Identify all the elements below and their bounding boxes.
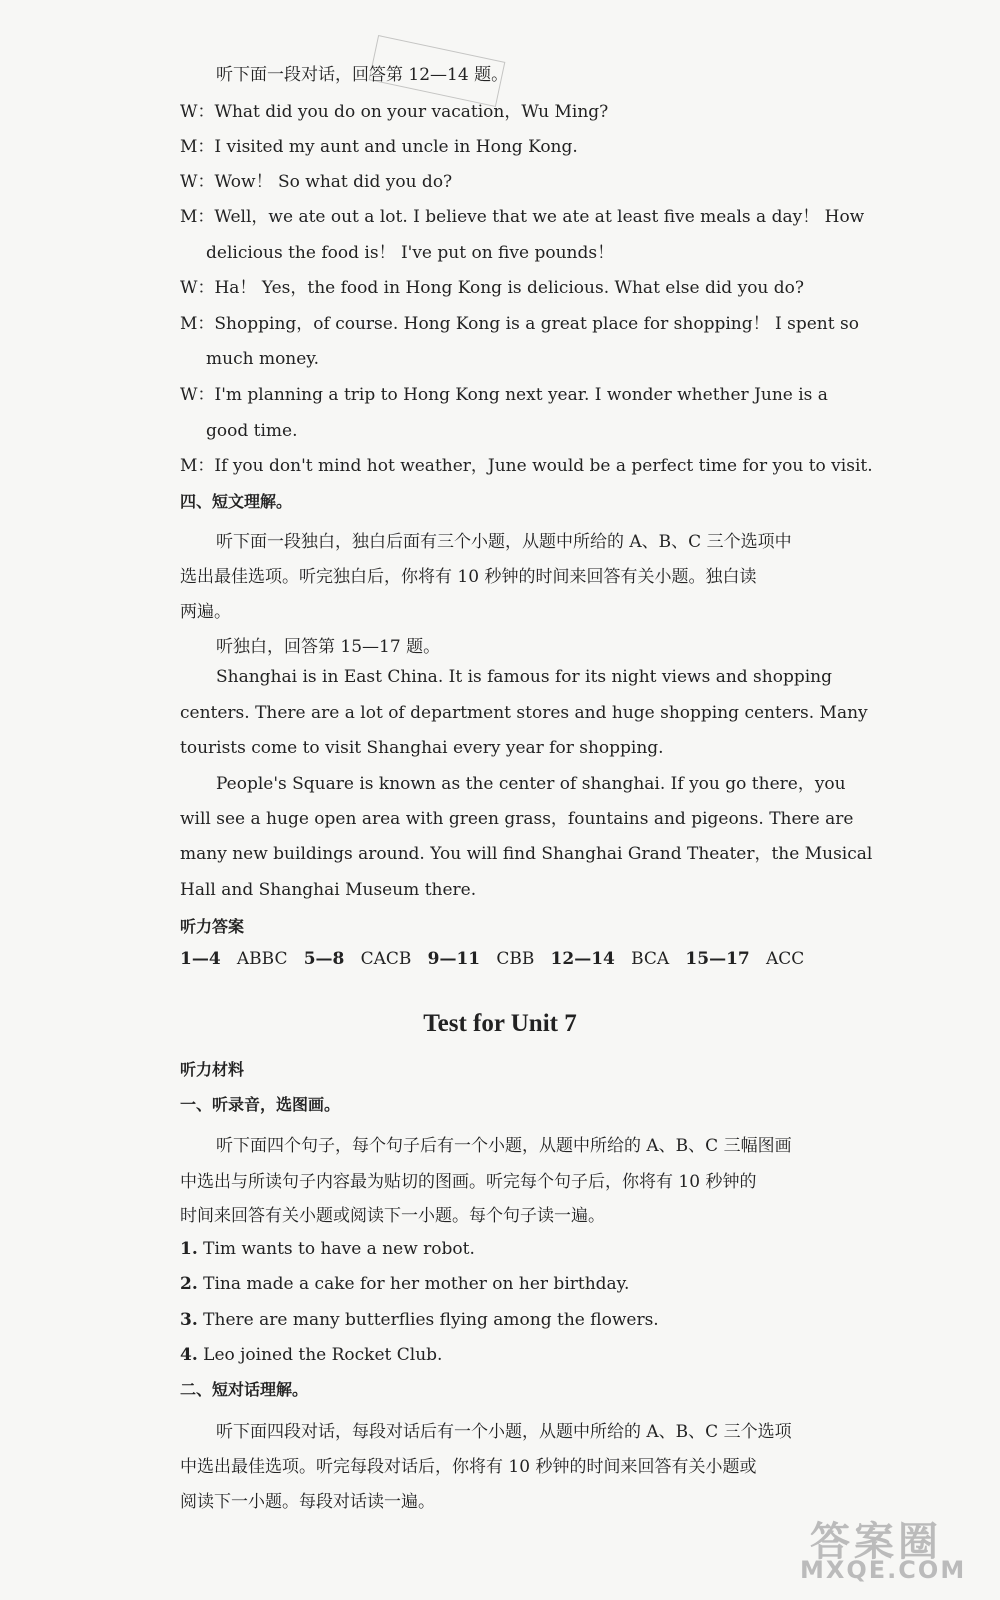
instruction-line: 时间来回答有关小题或阅读下一小题。每个句子读一遍。 (180, 1206, 605, 1226)
sentence-text: Tim wants to have a new robot. (197, 1239, 475, 1259)
section-heading: 四、短文理解。 (180, 492, 293, 511)
answer-value: CACB (360, 949, 412, 969)
instruction-line: 两遍。 (180, 602, 231, 622)
monologue-intro: 听独白，回答第 15—17 题。 (216, 637, 441, 657)
dialogue-intro: 听下面一段对话，回答第 12—14 题。 (216, 65, 509, 85)
answer-range: 9—11 (427, 949, 481, 969)
answer-range: 1—4 (180, 949, 221, 969)
paragraph-line: Shanghai is in East China. It is famous for its night views and shopping (216, 667, 833, 687)
sentence-item (180, 1238, 830, 1260)
answers-heading: 听力答案 (180, 917, 245, 936)
sentence-text: Tina made a cake for her mother on her birthday. (197, 1274, 630, 1294)
answer-value: ACC (765, 949, 805, 969)
sentence-number: 4. (180, 1345, 198, 1365)
sentence-number: 2. (180, 1274, 198, 1294)
dialogue-line: delicious the food is！ I've put on five pounds！ (206, 243, 615, 263)
dialogue-line: much money. (206, 349, 320, 369)
paragraph-line: many new buildings around. You will find Shanghai Grand Theater，the Musical (180, 844, 873, 864)
watermark-top: 答案圈 (810, 1519, 942, 1565)
answer-range: 5—8 (303, 949, 345, 969)
dialogue-line: W：Ha！ Yes，the food in Hong Kong is delicious. What else did you do? (180, 278, 805, 298)
paragraph-line: will see a huge open area with green grass，fountains and pigeons. There are (180, 809, 854, 829)
instruction-line: 中选出与所读句子内容最为贴切的图画。听完每个句子后，你将有 10 秒钟的 (180, 1172, 757, 1192)
section-heading: 一、听录音，选图画。 (180, 1095, 341, 1114)
paragraph-line: tourists come to visit Shanghai every year for shopping. (180, 738, 664, 758)
sentence-text: Leo joined the Rocket Club. (197, 1345, 443, 1365)
paragraph-line: People's Square is known as the center of shanghai. If you go there，you (216, 774, 846, 794)
dialogue-line: M：Shopping，of course. Hong Kong is a great place for shopping！ I spent so (180, 314, 859, 334)
dialogue-line: good time. (206, 421, 298, 441)
paragraph-line: centers. There are a lot of department stores and huge shopping centers. Many (180, 703, 868, 723)
answer-value: CBB (496, 949, 535, 969)
watermark-bottom: MXQE.COM (800, 1556, 967, 1584)
sentence-number: 1. (180, 1239, 198, 1259)
watermark-logo (790, 1510, 985, 1590)
unit-title: Test for Unit 7 (423, 1010, 577, 1037)
answer-value: BCA (631, 949, 670, 969)
sentence-item (180, 1273, 830, 1295)
answer-value: ABBC (236, 949, 288, 969)
dialogue-line: W：What did you do on your vacation，Wu Ming? (180, 102, 609, 122)
dialogue-line: M：I visited my aunt and uncle in Hong Kong. (180, 137, 578, 157)
instruction-line: 阅读下一小题。每段对话读一遍。 (180, 1492, 435, 1512)
dialogue-line: M：If you don't mind hot weather，June would be a perfect time for you to visit. (180, 456, 873, 476)
sentence-number: 3. (180, 1310, 198, 1330)
answer-range: 12—14 (550, 949, 615, 969)
sentence-text: There are many butterflies flying among the flowers. (197, 1310, 659, 1330)
instruction-line: 中选出最佳选项。听完每段对话后，你将有 10 秒钟的时间来回答有关小题或 (180, 1457, 757, 1477)
paragraph-line: Hall and Shanghai Museum there. (180, 880, 477, 900)
instruction-line: 听下面四段对话，每段对话后有一个小题，从题中所给的 A、B、C 三个选项 (216, 1422, 792, 1442)
dialogue-line: M：Well，we ate out a lot. I believe that we ate at least five meals a day！ How (180, 207, 865, 227)
dialogue-line: W：Wow！ So what did you do? (180, 172, 453, 192)
materials-heading: 听力材料 (180, 1060, 245, 1079)
answer-range: 15—17 (685, 949, 750, 969)
instruction-line: 听下面四个句子，每个句子后有一个小题，从题中所给的 A、B、C 三幅图画 (216, 1136, 792, 1156)
instruction-line: 选出最佳选项。听完独白后，你将有 10 秒钟的时间来回答有关小题。独白读 (180, 567, 757, 587)
dialogue-line: W：I'm planning a trip to Hong Kong next year. I wonder whether June is a (180, 385, 828, 405)
sentence-item (180, 1309, 830, 1331)
section-heading: 二、短对话理解。 (180, 1380, 309, 1399)
sentence-item (180, 1344, 830, 1366)
answer-key (180, 948, 830, 970)
instruction-line: 听下面一段独白，独白后面有三个小题，从题中所给的 A、B、C 三个选项中 (216, 532, 792, 552)
